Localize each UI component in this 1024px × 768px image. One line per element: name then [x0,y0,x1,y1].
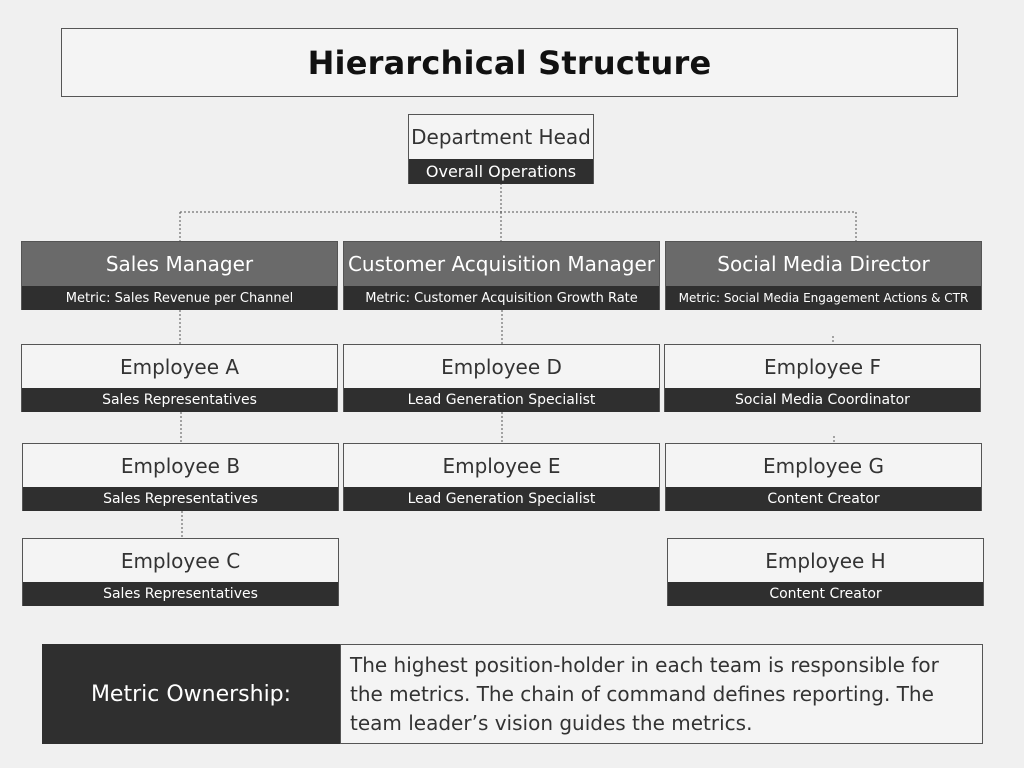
node-title: Social Media Director [717,252,930,276]
employee-e-node [343,443,660,511]
employee-b-node [22,443,339,511]
node-title: Employee H [765,548,886,573]
page-title: Hierarchical Structure [307,43,712,82]
node-title: Employee A [119,354,240,379]
node-role: Sales Representatives [23,582,338,606]
node-title: Employee F [764,354,881,379]
employee-c-node [22,538,339,606]
node-title: Customer Acquisition Manager [347,252,656,276]
node-title: Sales Manager [105,252,254,276]
node-role: Lead Generation Specialist [344,487,659,511]
social-media-director-node [665,241,982,310]
department-head-node [408,114,594,184]
node-title: Employee G [763,453,884,478]
node-role: Content Creator [668,582,983,606]
node-role: Lead Generation Specialist [344,388,659,412]
metric-ownership-text: The highest position-holder in each team is responsible for the metrics. The chain of command defines reporting. The team leader’s vision guides the metrics. [340,644,983,744]
node-role: Social Media Coordinator [665,388,980,412]
sales-manager-node [21,241,338,310]
node-title: Employee E [442,453,561,478]
node-role: Content Creator [666,487,981,511]
customer-acquisition-manager-node [343,241,660,310]
employee-f-node [664,344,981,412]
node-role: Sales Representatives [22,388,337,412]
node-subtitle: Overall Operations [409,159,593,184]
node-metric: Metric: Sales Revenue per Channel [22,286,337,310]
node-metric: Metric: Customer Acquisition Growth Rate [344,286,659,310]
node-title: Employee B [120,453,241,478]
employee-d-node [343,344,660,412]
node-role: Sales Representatives [23,487,338,511]
metric-ownership-label: Metric Ownership: [42,644,340,744]
metric-ownership-panel [42,644,983,744]
node-title: Department Head [411,125,591,149]
employee-g-node [665,443,982,511]
node-metric: Metric: Social Media Engagement Actions & CTR [666,286,981,310]
node-title: Employee C [120,548,241,573]
node-title: Employee D [441,354,562,379]
employee-h-node [667,538,984,606]
employee-a-node [21,344,338,412]
